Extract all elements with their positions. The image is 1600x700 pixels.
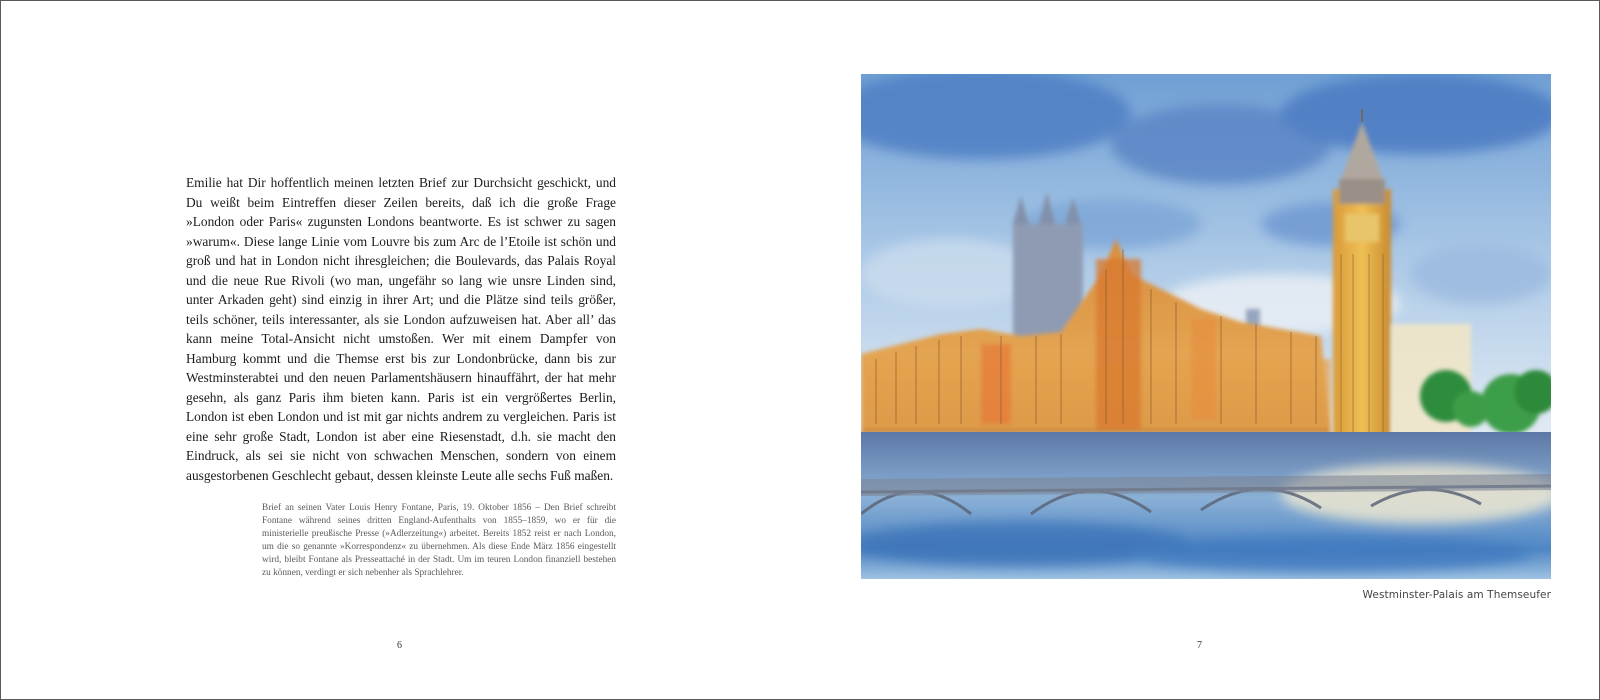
footnote: Brief an seinen Vater Louis Henry Fontane, Paris, 19. Oktober 1856 – Den Brief schreibt Fontane während seines dritten England-Aufenthalts von 1855–1859, wo er für die ministerielle preußische Presse (»Adlerzeitung«) arbeitet. Bereits 1852 reist er nach London, um die so genannte »Korrespondenz« zu übernehmen. Als diese Ende März 1856 eingestellt wird, bleibt Fontane als Presseattaché in der Stadt. Um im teuren London finanziell bestehen zu können, verdingt er sich nebenher als Sprachlehrer. bbox=[262, 503, 616, 578]
right-page bbox=[800, 1, 1599, 699]
page-number-right: 7 bbox=[1197, 640, 1202, 651]
westminster-watercolor-illustration bbox=[861, 74, 1551, 579]
image-caption: Westminster-Palais am Themseufer bbox=[1362, 589, 1551, 601]
page-number-left: 6 bbox=[397, 640, 402, 651]
letter-text: Emilie hat Dir hoffentlich meinen letzten Brief zur Durchsicht geschickt, und Du weißt beim Eintreffen dieser Zeilen bereits, daß ich die große Frage »London oder Paris« zugunsten Londons beantworte. Es ist schwer zu sagen »warum«. Diese lange Linie vom Louvre bis zum Arc de l’Etoile ist schön und groß und hat in London nicht ihresgleichen; die Boulevards, das Palais Royal und die neue Rue Rivoli (wo man, ungefähr so lang wie unsre Linden sind, unter Arkaden geht) sind einzig in ihrer Art; und die Plätze sind teils größer, teils schöner, teils interessanter, als sie London aufzuweisen hat. Aber all’ das kann meine Total-Ansicht nicht umstoßen. Wer mit einem Dampfer von Hamburg kommt und die Themse erst bis zur Londonbrücke, dann bis zur Westminsterabtei und den neuen Parlamentshäusern hinauffährt, der hat mehr gesehn, als ganz Paris ihm bieten kann. Paris ist ein vergrößertes Berlin, London ist eben London und ist mit gar nichts andrem zu vergleichen. Paris ist eine sehr große Stadt, London ist aber eine Riesenstadt, d.h. sie macht den Eindruck, als sei sie nicht von schwachen Menschen, sondern von einem ausgestorbenen Geschlecht gebaut, dessen kleinste Leute alle sechs Fuß maßen. bbox=[186, 175, 616, 483]
left-page bbox=[1, 1, 800, 699]
